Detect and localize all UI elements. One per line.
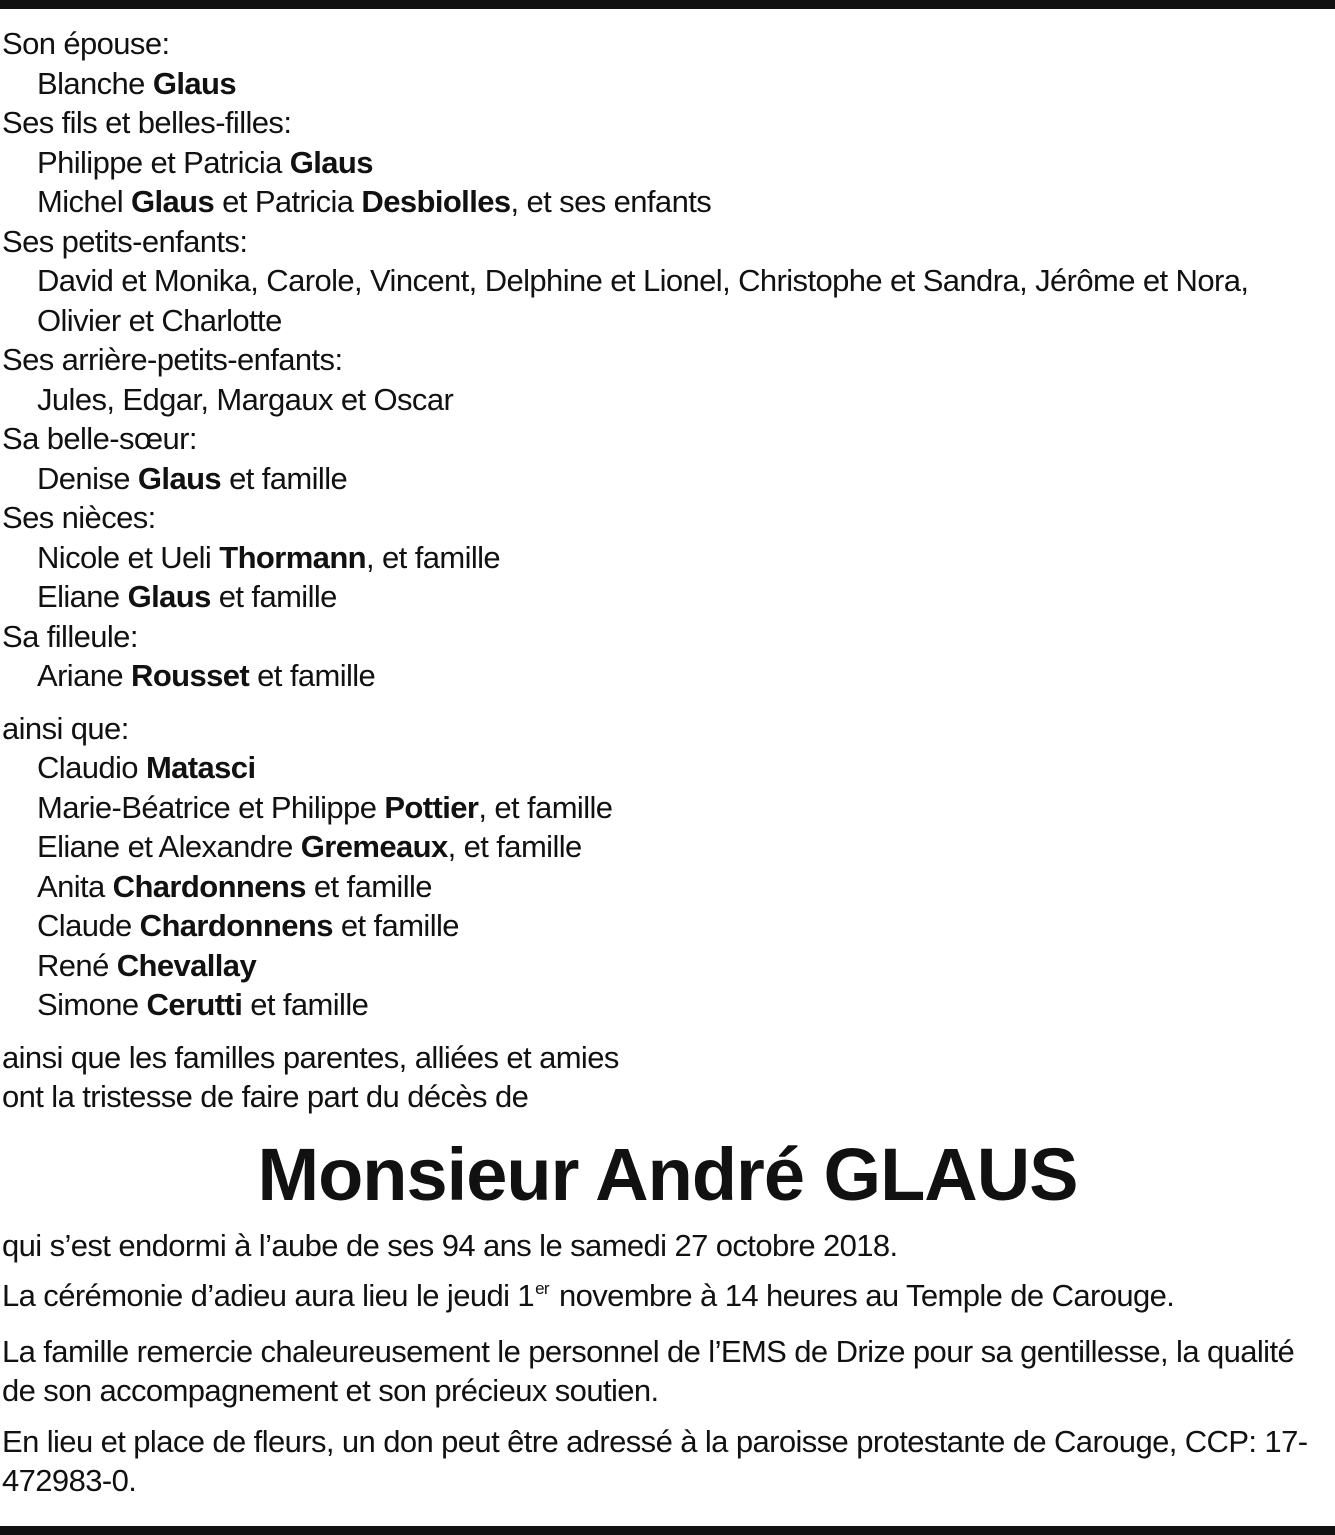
entry-text: , et famille (366, 539, 501, 575)
relation-heading: Ses fils et belles-filles: (2, 105, 292, 140)
relation-heading: Son épouse: (2, 26, 170, 61)
relative-entry (2, 459, 1333, 499)
surname: Rousset (131, 658, 250, 693)
entry-text: Eliane (37, 579, 128, 614)
top-border-rule (0, 0, 1335, 9)
entry-text: Claude (37, 908, 140, 943)
surname: Chardonnens (112, 868, 306, 904)
relation-heading: Ses petits-enfants: (2, 223, 248, 259)
entry-text: Denise (37, 460, 138, 496)
surname: Glaus (289, 144, 373, 180)
relative-entry (2, 748, 1333, 788)
donation-paragraph: En lieu et place de fleurs, un don peut être adressé à la paroisse protestante de Carouge, CCP: 17-472983-0. (2, 1423, 1308, 1498)
relative-entry (2, 788, 1333, 828)
entry-text: et famille (305, 868, 432, 904)
relative-entry (2, 906, 1333, 946)
entry-text: Philippe et Patricia (37, 144, 290, 180)
entry-text: et famille (332, 908, 459, 943)
surname: Glaus (131, 184, 215, 219)
bottom-border-rule (0, 1526, 1335, 1535)
surname: Cerutti (146, 987, 243, 1022)
relative-entry (2, 538, 1333, 578)
obituary-notice (2, 24, 1333, 1501)
announcement-intro (2, 1038, 1333, 1117)
relative-entry (2, 656, 1333, 696)
family-list (2, 24, 1333, 1025)
relative-entry (2, 985, 1333, 1025)
thanks-paragraph: La famille remercie chaleureusement le personnel de l’EMS de Drize pour sa gentillesse, la qualité de son accompagnement et son précieux soutien. (2, 1333, 1295, 1408)
entry-text: Marie-Béatrice et Philippe (37, 789, 385, 825)
relative-entry (2, 143, 1333, 183)
ceremony-paragraph (2, 1276, 1333, 1321)
relation-heading: ainsi que: (2, 710, 129, 746)
age-date-paragraph: qui s’est endormi à l’aube de ses 94 ans le samedi 27 octobre 2018. (2, 1227, 898, 1263)
entry-text: Nicole et Ueli (37, 539, 220, 575)
relative-entry (2, 827, 1333, 867)
surname: Matasci (145, 750, 256, 785)
entry-text: Jules, Edgar, Margaux et Oscar (37, 381, 454, 417)
entry-text: Ariane (37, 658, 132, 693)
relative-entry (2, 380, 1333, 420)
relation-heading: Ses nièces: (2, 500, 156, 535)
entry-text: et famille (249, 658, 376, 693)
surname: Thormann (219, 539, 366, 575)
entry-text: , et famille (447, 829, 582, 864)
relative-entry (2, 946, 1333, 986)
ceremony-text: La cérémonie d’adieu aura lieu le jeudi 1 (2, 1278, 535, 1313)
entry-text: Claudio (37, 750, 146, 785)
entry-text: Simone (37, 987, 147, 1022)
surname: Chardonnens (139, 908, 333, 943)
entry-text: Blanche (37, 65, 153, 101)
intro-line: ainsi que les familles parentes, alliées et amies (2, 1039, 619, 1075)
entry-text: , et ses enfants (510, 184, 712, 219)
relative-entry (2, 261, 1333, 340)
relative-entry (2, 577, 1333, 617)
surname: Glaus (152, 65, 236, 101)
relative-entry (2, 867, 1333, 907)
surname: Chevallay (116, 947, 257, 983)
entry-text: , et famille (478, 789, 613, 825)
entry-text: René (37, 947, 117, 983)
surname: Pottier (384, 789, 479, 825)
relative-entry (2, 182, 1333, 222)
entry-text: Michel (37, 184, 131, 219)
relation-heading: Sa belle-sœur: (2, 421, 197, 456)
relation-heading: Ses arrière-petits-enfants: (2, 342, 343, 377)
surname: Desbiolles (361, 184, 511, 219)
entry-text: et famille (210, 579, 337, 614)
entry-text: et famille (242, 987, 369, 1022)
entry-text: David et Monika, Carole, Vincent, Delphine et Lionel, Christophe et Sandra, Jérôme et Nora, Olivier et Charlotte (37, 263, 1249, 338)
surname: Glaus (127, 579, 211, 614)
entry-text: Anita (37, 868, 113, 904)
entry-text: et famille (221, 460, 348, 496)
entry-text: et Patricia (214, 184, 362, 219)
relative-entry (2, 64, 1333, 104)
ordinal-suffix: er (535, 1279, 549, 1298)
deceased-name: Monsieur André GLAUS (257, 1132, 1078, 1216)
ceremony-text: novembre à 14 heures au Temple de Carouge. (550, 1278, 1175, 1313)
surname: Glaus (137, 460, 222, 496)
entry-text: Eliane et Alexandre (37, 829, 301, 864)
surname: Gremeaux (300, 829, 448, 864)
intro-line: ont la tristesse de faire part du décès de (2, 1079, 529, 1114)
relation-heading: Sa filleule: (2, 618, 138, 654)
